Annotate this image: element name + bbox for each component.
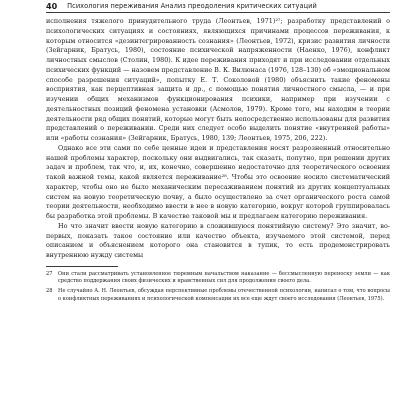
footnote [46,288,390,303]
footnote-text: Не случайно А. Н. Леонтьев, обсуждая перспективные проблемы отечественной психологии, написал о том, что вопросы о конфликтных переживаниях и психологической компенсации их все еще ждут своего исследования (Леонтьев, 1975). [58,287,390,302]
paragraph: Однако все эти сами по себе ценные идеи и представления носят разрозненный относительно нашей проблемы характер, поскольку они выдвигались, так сказать, попутно, при решении других задач и проблем, так что, и, их, конечно, совершенно недостаточно для теоретического освоения такой важной темы, какой является переживание²⁸. Чтобы это освоение носило систематический характер, чтобы оно не было механическим пересаживанием понятий из других концептуальных систем на новую теоретическую почву, а было осуществлено за счет органического роста самой теории деятельности, необходимо ввести в нее в новую категорию, вокруг которой группировалась бы разработка этой проблемы. В качестве таковой мы и предлагаем категорию переживания. [46,143,390,220]
footnote [46,271,390,286]
footnote-text: Они стали рассматривать установленное тюремным начальством наказание — бессмысленную переноску земли — как средство поддержания своих физических и нравственных сил для продолжения своего дела. [58,270,390,285]
paragraph: Но что значит ввести новую категорию в сложившуюся понятийную систему? Это значит, во-первых, показать такое состояние или качество объекта, изучаемого этой системой, перед описанием и объяснением которого она становится в тупик, то есть продемонстрировать внутреннюю нужду системы [46,221,390,259]
footnote-divider [46,266,118,267]
running-head [46,0,390,13]
page-number: 40 [46,1,58,11]
footnote-marker: 27 [46,270,53,277]
footnote-marker: 28 [46,287,53,294]
running-title: Психология переживания Анализ преодоления критических ситуаций [67,2,317,10]
body-text [46,17,390,261]
paragraph: исполнения тяжелого принудительного труда (Леонтьев, 1971)²⁷; разработку представлений о психологических ситуациях и состояниях, являющихся причинами процессов переживания, к которым относится «дезинтегрированность сознания» (Леонтьев, 1972), кризис развития личности (Зейгарник, Братусь, 1980), состояние психической напряженности (Наенко, 1976), конфликт личностных смыслов (Столин, 1980). К идее переживания приходят и при исследовании отдельных психических функций — назовем представление В. К. Вилюнаса (1976, 128–130) об «эмоциональном способе разрешения ситуаций», попытку Е. Т. Соколовой (1980) объяснить такие феномены восприятия, как перцептивная защита и др., с помощью понятия личностного смысла, — и при изучении общих механизмов функционирования психики, например при изучении с деятельностных позиций феномена установки (Асмолов, 1979). Кроме того, мы находим в теории деятельности ряд общих понятий, которые могут быть непосредственно использованы для развития представлений о переживании. Среди них следует особо выделить понятие «внутренней работы» или «работы сознания» (Зейгарник, Братусь, 1980, 139; Леонтьев, 1975, 206, 222). [46,17,390,142]
